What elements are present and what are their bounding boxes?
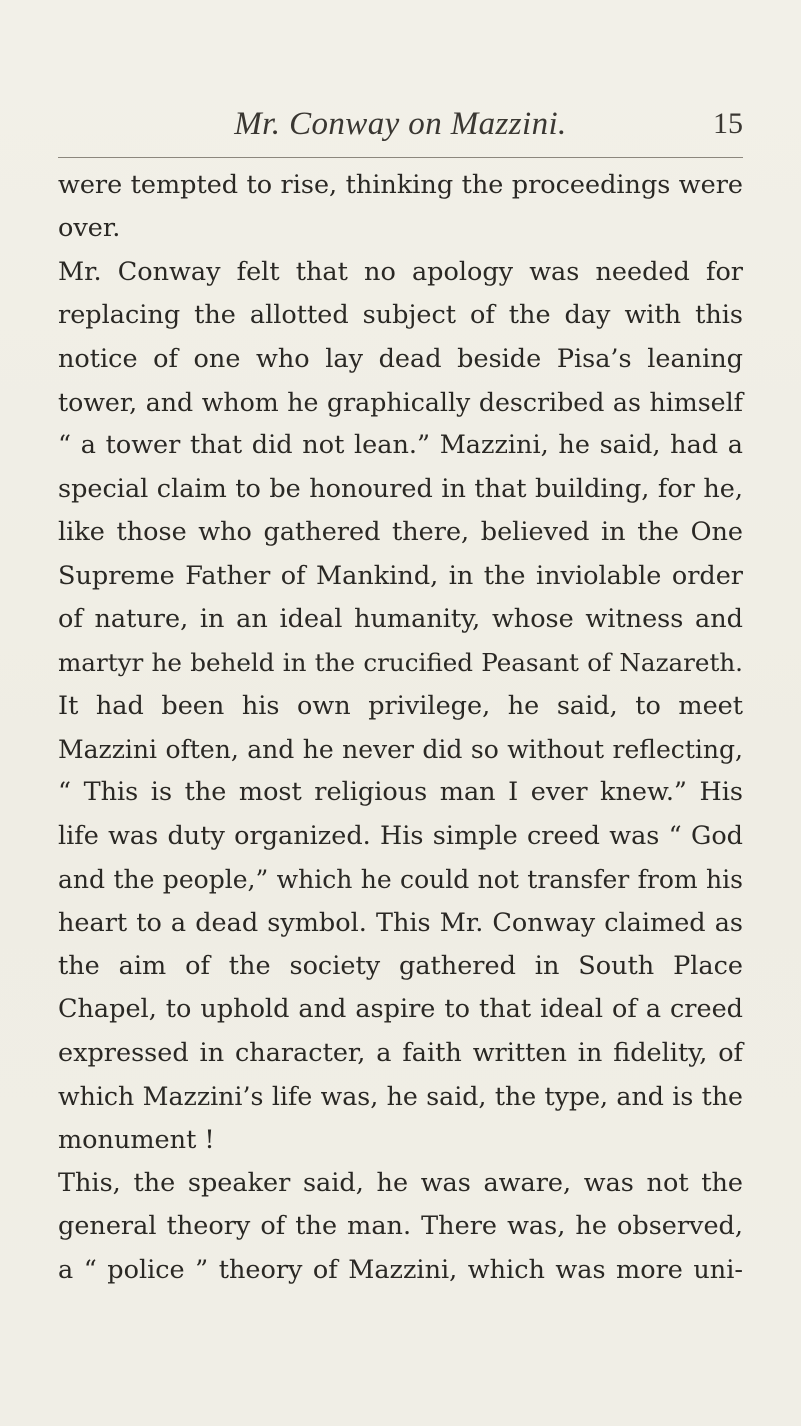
- text-line: expressed in character, a faith written in fidelity, of: [58, 1037, 743, 1068]
- text-line: tower, and whom he graphically described as himself: [58, 387, 743, 417]
- text-line: Chapel, to uphold and aspire to that ideal of a creed: [58, 994, 743, 1025]
- running-head: [58, 104, 743, 144]
- page-number: 15: [713, 107, 743, 140]
- text-line: general theory of the man. There was, he observed,: [58, 1211, 743, 1242]
- text-line: over.: [58, 213, 121, 244]
- text-line: and the people,” which he could not transfer from his: [58, 865, 743, 895]
- text-line: monument !: [58, 1124, 215, 1155]
- text-line: were tempted to rise, thinking the proceedings were: [58, 170, 743, 200]
- text-line: “ a tower that did not lean.” Mazzini, he said, had a: [58, 430, 743, 461]
- text-line: which Mazzini’s life was, he said, the type, and is the: [58, 1082, 743, 1112]
- text-line: heart to a dead symbol. This Mr. Conway claimed as: [58, 907, 743, 938]
- text-line: replacing the allotted subject of the day with this: [58, 300, 743, 331]
- paragraph-start-line: This, the speaker said, he was aware, was not the: [58, 1167, 743, 1198]
- body-text: [58, 164, 743, 1292]
- text-line: martyr he beheld in the crucified Peasant of Nazareth.: [58, 648, 743, 678]
- header-rule: [58, 157, 743, 158]
- text-line: It had been his own privilege, he said, to meet: [58, 690, 743, 721]
- text-line: notice of one who lay dead beside Pisa’s leaning: [58, 343, 743, 374]
- text-line: of nature, in an ideal humanity, whose witness and: [58, 603, 743, 634]
- text-line: special claim to be honoured in that building, for he,: [58, 473, 743, 504]
- text-line: a “ police ” theory of Mazzini, which was more uni-: [58, 1254, 743, 1285]
- text-line: Supreme Father of Mankind, in the inviolable order: [58, 560, 743, 591]
- text-line: the aim of the society gathered in South Place: [58, 951, 743, 982]
- running-title: Mr. Conway on Mazzini.: [234, 106, 567, 142]
- text-line: life was duty organized. His simple creed was “ God: [58, 820, 743, 851]
- text-line: “ This is the most religious man I ever knew.” His: [58, 777, 743, 808]
- text-line: Mazzini often, and he never did so without reflecting,: [58, 735, 743, 765]
- paragraph-start-line: Mr. Conway felt that no apology was needed for: [58, 256, 743, 287]
- text-line: like those who gathered there, believed in the One: [58, 517, 743, 548]
